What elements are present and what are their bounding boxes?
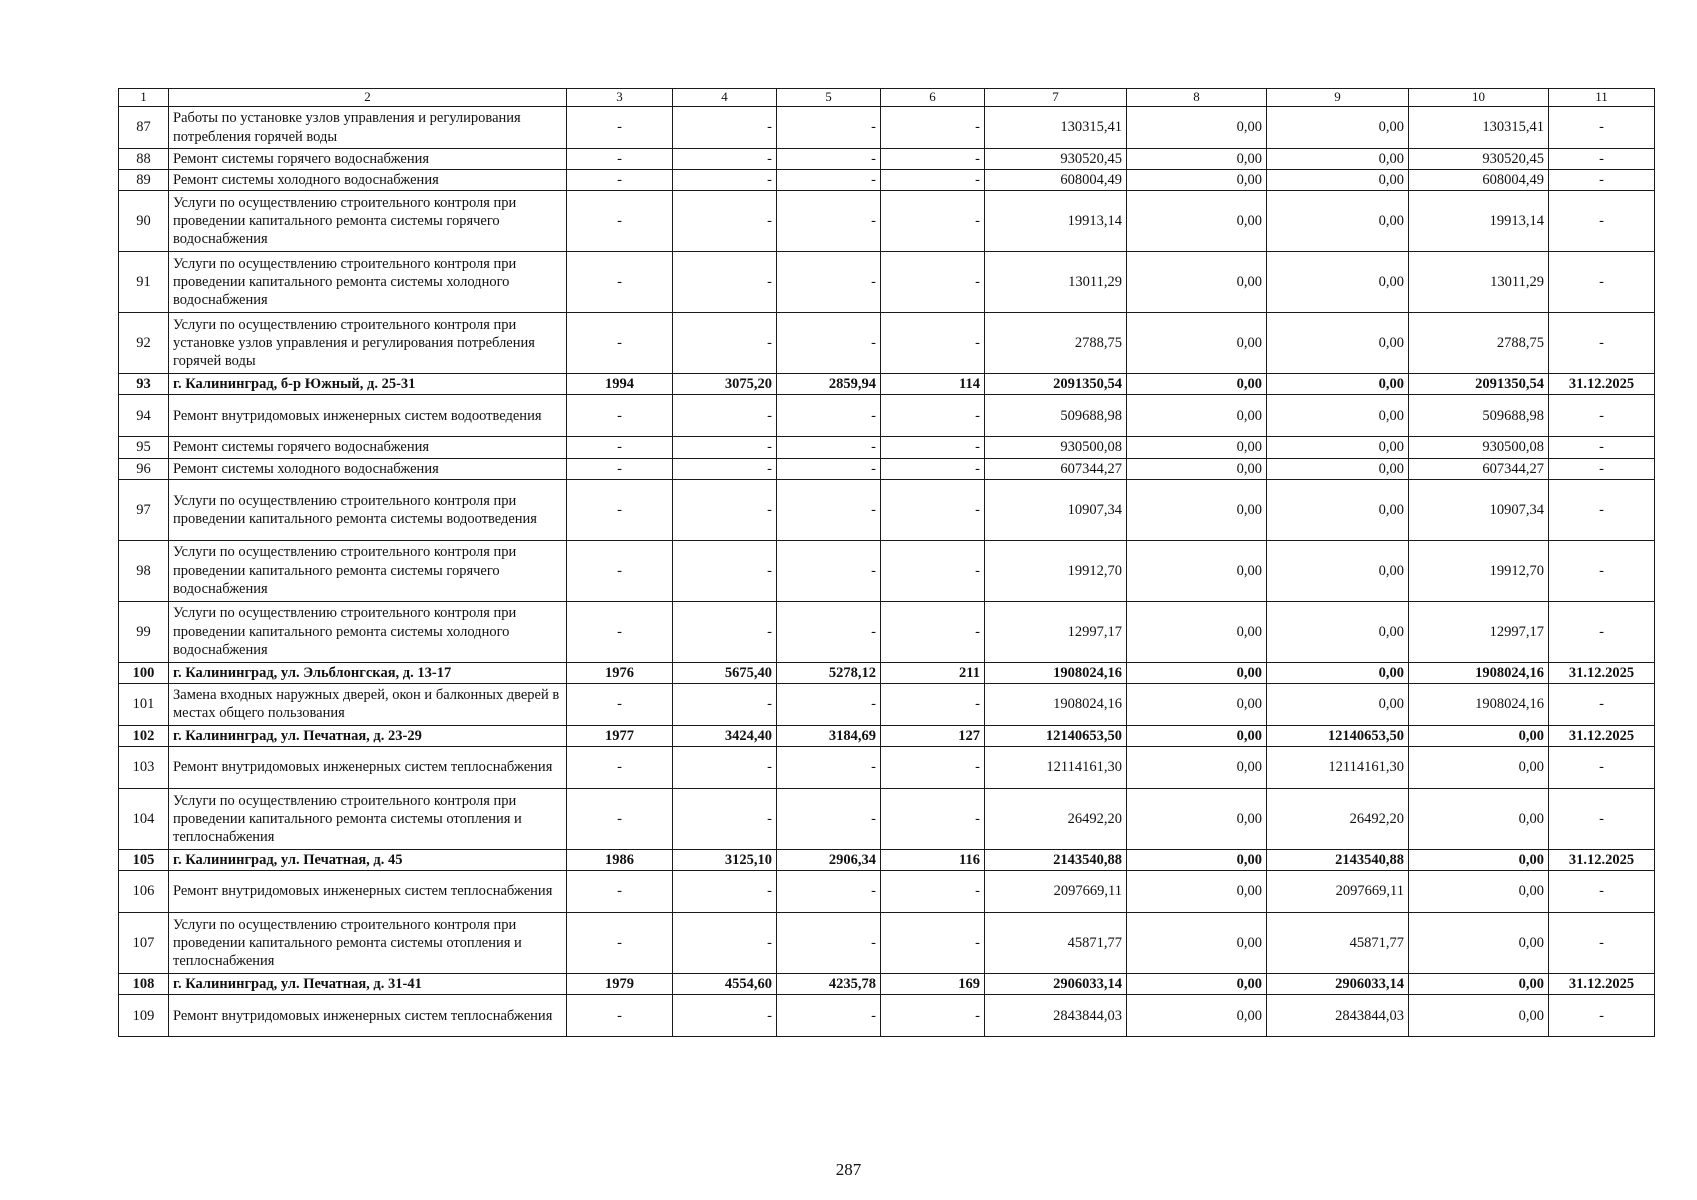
col8-value: 0,00 (1127, 107, 1267, 149)
col10-value: 0,00 (1409, 788, 1549, 849)
col5-value: - (777, 458, 881, 479)
col8-value: 0,00 (1127, 458, 1267, 479)
page-number: 287 (835, 1160, 862, 1179)
col4-value: - (673, 683, 777, 725)
col9-value: 12114161,30 (1267, 746, 1409, 788)
row-number: 103 (119, 746, 169, 788)
table-row (119, 995, 1655, 1037)
col8-value: 0,00 (1127, 746, 1267, 788)
col9-value: 0,00 (1267, 479, 1409, 540)
col9-value: 0,00 (1267, 313, 1409, 374)
col11-value: - (1549, 683, 1655, 725)
col4-value: - (673, 913, 777, 974)
col5-value: - (777, 601, 881, 662)
col8-value: 0,00 (1127, 395, 1267, 437)
col7-value: 12114161,30 (985, 746, 1127, 788)
col7-value: 130315,41 (985, 107, 1127, 149)
col7-value: 2143540,88 (985, 849, 1127, 870)
col4-value: - (673, 601, 777, 662)
col3-value: - (567, 995, 673, 1037)
col10-value: 2788,75 (1409, 313, 1549, 374)
col4-value: 3424,40 (673, 725, 777, 746)
col9-value: 0,00 (1267, 437, 1409, 458)
col5-value: - (777, 913, 881, 974)
header-cell: 11 (1549, 89, 1655, 107)
col9-value: 0,00 (1267, 374, 1409, 395)
col3-value: - (567, 683, 673, 725)
col7-value: 930500,08 (985, 437, 1127, 458)
row-number: 91 (119, 252, 169, 313)
col9-value: 45871,77 (1267, 913, 1409, 974)
col8-value: 0,00 (1127, 149, 1267, 170)
col5-value: - (777, 479, 881, 540)
table-row (119, 746, 1655, 788)
col7-value: 12140653,50 (985, 725, 1127, 746)
col8-value: 0,00 (1127, 479, 1267, 540)
header-cell: 9 (1267, 89, 1409, 107)
header-cell: 10 (1409, 89, 1549, 107)
header-cell: 3 (567, 89, 673, 107)
col5-value: - (777, 149, 881, 170)
col6-value: - (881, 913, 985, 974)
col11-value: 31.12.2025 (1549, 849, 1655, 870)
row-number: 100 (119, 662, 169, 683)
col6-value: - (881, 107, 985, 149)
col7-value: 509688,98 (985, 395, 1127, 437)
row-name: Услуги по осуществлению строительного контроля при проведении капитального ремонта системы холодного водоснабжения (169, 252, 567, 313)
col11-value: - (1549, 746, 1655, 788)
col9-value: 12140653,50 (1267, 725, 1409, 746)
col10-value: 509688,98 (1409, 395, 1549, 437)
col9-value: 0,00 (1267, 540, 1409, 601)
col3-value: 1977 (567, 725, 673, 746)
col9-value: 2097669,11 (1267, 871, 1409, 913)
col9-value: 0,00 (1267, 170, 1409, 191)
col10-value: 608004,49 (1409, 170, 1549, 191)
col5-value: - (777, 107, 881, 149)
row-name: г. Калининград, б-р Южный, д. 25-31 (169, 374, 567, 395)
row-number: 93 (119, 374, 169, 395)
row-number: 104 (119, 788, 169, 849)
col4-value: 3075,20 (673, 374, 777, 395)
col7-value: 930520,45 (985, 149, 1127, 170)
col5-value: - (777, 540, 881, 601)
col8-value: 0,00 (1127, 913, 1267, 974)
col4-value: - (673, 458, 777, 479)
row-name: Ремонт системы горячего водоснабжения (169, 149, 567, 170)
row-number: 105 (119, 849, 169, 870)
col11-value: - (1549, 913, 1655, 974)
col5-value: - (777, 313, 881, 374)
table-row (119, 913, 1655, 974)
col11-value: - (1549, 395, 1655, 437)
table-row (119, 191, 1655, 252)
col7-value: 1908024,16 (985, 683, 1127, 725)
col11-value: - (1549, 788, 1655, 849)
col6-value: 114 (881, 374, 985, 395)
row-number: 101 (119, 683, 169, 725)
row-name: Ремонт системы холодного водоснабжения (169, 458, 567, 479)
row-number: 99 (119, 601, 169, 662)
col10-value: 930500,08 (1409, 437, 1549, 458)
col7-value: 19913,14 (985, 191, 1127, 252)
col7-value: 2788,75 (985, 313, 1127, 374)
row-name: г. Калининград, ул. Печатная, д. 23-29 (169, 725, 567, 746)
col11-value: - (1549, 871, 1655, 913)
col6-value: - (881, 458, 985, 479)
col7-value: 19912,70 (985, 540, 1127, 601)
col7-value: 12997,17 (985, 601, 1127, 662)
col9-value: 26492,20 (1267, 788, 1409, 849)
col7-value: 13011,29 (985, 252, 1127, 313)
col5-value: 2859,94 (777, 374, 881, 395)
table-row (119, 374, 1655, 395)
table-row (119, 788, 1655, 849)
col3-value: - (567, 395, 673, 437)
row-name: г. Калининград, ул. Печатная, д. 45 (169, 849, 567, 870)
row-name: Услуги по осуществлению строительного контроля при проведении капитального ремонта системы горячего водоснабжения (169, 540, 567, 601)
row-name: Ремонт внутридомовых инженерных систем водоотведения (169, 395, 567, 437)
col4-value: - (673, 437, 777, 458)
col5-value: - (777, 395, 881, 437)
col6-value: - (881, 683, 985, 725)
row-number: 92 (119, 313, 169, 374)
row-name: г. Калининград, ул. Эльблонгская, д. 13-17 (169, 662, 567, 683)
col11-value: - (1549, 995, 1655, 1037)
col4-value: - (673, 871, 777, 913)
col8-value: 0,00 (1127, 540, 1267, 601)
table-row (119, 725, 1655, 746)
col3-value: 1979 (567, 974, 673, 995)
col5-value: - (777, 871, 881, 913)
col10-value: 2091350,54 (1409, 374, 1549, 395)
col9-value: 0,00 (1267, 601, 1409, 662)
table-row (119, 683, 1655, 725)
col8-value: 0,00 (1127, 849, 1267, 870)
col8-value: 0,00 (1127, 995, 1267, 1037)
col10-value: 19912,70 (1409, 540, 1549, 601)
col4-value: - (673, 995, 777, 1037)
table-row (119, 871, 1655, 913)
col11-value: - (1549, 149, 1655, 170)
col3-value: - (567, 313, 673, 374)
table-row (119, 313, 1655, 374)
row-name: Замена входных наружных дверей, окон и балконных дверей в местах общего пользования (169, 683, 567, 725)
col11-value: - (1549, 540, 1655, 601)
table-row (119, 107, 1655, 149)
col11-value: 31.12.2025 (1549, 974, 1655, 995)
col8-value: 0,00 (1127, 725, 1267, 746)
row-number: 98 (119, 540, 169, 601)
col10-value: 13011,29 (1409, 252, 1549, 313)
col8-value: 0,00 (1127, 437, 1267, 458)
row-name: Услуги по осуществлению строительного контроля при проведении капитального ремонта системы отопления и теплоснабжения (169, 913, 567, 974)
table-row (119, 458, 1655, 479)
col10-value: 930520,45 (1409, 149, 1549, 170)
header-cell: 4 (673, 89, 777, 107)
row-name: Работы по установке узлов управления и регулирования потребления горячей воды (169, 107, 567, 149)
col10-value: 19913,14 (1409, 191, 1549, 252)
table-row (119, 149, 1655, 170)
col7-value: 1908024,16 (985, 662, 1127, 683)
col8-value: 0,00 (1127, 252, 1267, 313)
header-cell: 7 (985, 89, 1127, 107)
col10-value: 0,00 (1409, 725, 1549, 746)
col7-value: 2906033,14 (985, 974, 1127, 995)
col8-value: 0,00 (1127, 871, 1267, 913)
col3-value: - (567, 601, 673, 662)
col9-value: 0,00 (1267, 458, 1409, 479)
col10-value: 0,00 (1409, 913, 1549, 974)
col3-value: - (567, 437, 673, 458)
table-row (119, 540, 1655, 601)
row-name: Ремонт внутридомовых инженерных систем теплоснабжения (169, 746, 567, 788)
row-name: г. Калининград, ул. Печатная, д. 31-41 (169, 974, 567, 995)
col6-value: - (881, 540, 985, 601)
col10-value: 10907,34 (1409, 479, 1549, 540)
col4-value: - (673, 540, 777, 601)
table-row (119, 437, 1655, 458)
col3-value: - (567, 871, 673, 913)
col6-value: 127 (881, 725, 985, 746)
row-number: 96 (119, 458, 169, 479)
col11-value: - (1549, 601, 1655, 662)
row-number: 88 (119, 149, 169, 170)
table-row (119, 395, 1655, 437)
col6-value: - (881, 601, 985, 662)
col4-value: 5675,40 (673, 662, 777, 683)
col6-value: - (881, 313, 985, 374)
col10-value: 130315,41 (1409, 107, 1549, 149)
table-row (119, 601, 1655, 662)
col7-value: 45871,77 (985, 913, 1127, 974)
col10-value: 0,00 (1409, 746, 1549, 788)
header-cell: 8 (1127, 89, 1267, 107)
col4-value: - (673, 395, 777, 437)
col6-value: - (881, 170, 985, 191)
col5-value: - (777, 995, 881, 1037)
row-number: 94 (119, 395, 169, 437)
col10-value: 0,00 (1409, 995, 1549, 1037)
row-number: 97 (119, 479, 169, 540)
col3-value: - (567, 170, 673, 191)
row-number: 89 (119, 170, 169, 191)
col6-value: - (881, 437, 985, 458)
col3-value: - (567, 913, 673, 974)
table-row (119, 662, 1655, 683)
col6-value: 169 (881, 974, 985, 995)
col4-value: - (673, 788, 777, 849)
row-number: 109 (119, 995, 169, 1037)
col7-value: 2091350,54 (985, 374, 1127, 395)
row-number: 107 (119, 913, 169, 974)
col11-value: - (1549, 313, 1655, 374)
col6-value: 116 (881, 849, 985, 870)
col5-value: - (777, 437, 881, 458)
col5-value: - (777, 252, 881, 313)
col7-value: 2843844,03 (985, 995, 1127, 1037)
col10-value: 0,00 (1409, 974, 1549, 995)
col6-value: - (881, 788, 985, 849)
col9-value: 0,00 (1267, 395, 1409, 437)
table-row (119, 252, 1655, 313)
header-row (119, 89, 1655, 107)
col8-value: 0,00 (1127, 191, 1267, 252)
col6-value: - (881, 871, 985, 913)
row-number: 102 (119, 725, 169, 746)
table-row (119, 479, 1655, 540)
col6-value: - (881, 395, 985, 437)
col8-value: 0,00 (1127, 683, 1267, 725)
col11-value: - (1549, 437, 1655, 458)
col5-value: - (777, 170, 881, 191)
col11-value: 31.12.2025 (1549, 725, 1655, 746)
col5-value: 5278,12 (777, 662, 881, 683)
col7-value: 608004,49 (985, 170, 1127, 191)
row-number: 95 (119, 437, 169, 458)
col4-value: - (673, 313, 777, 374)
col6-value: - (881, 995, 985, 1037)
col6-value: - (881, 149, 985, 170)
col3-value: - (567, 149, 673, 170)
header-cell: 1 (119, 89, 169, 107)
col9-value: 0,00 (1267, 107, 1409, 149)
col10-value: 12997,17 (1409, 601, 1549, 662)
col9-value: 2906033,14 (1267, 974, 1409, 995)
col3-value: - (567, 191, 673, 252)
col9-value: 0,00 (1267, 191, 1409, 252)
col7-value: 2097669,11 (985, 871, 1127, 913)
row-number: 108 (119, 974, 169, 995)
col3-value: 1994 (567, 374, 673, 395)
col10-value: 1908024,16 (1409, 662, 1549, 683)
col4-value: - (673, 107, 777, 149)
header-cell: 6 (881, 89, 985, 107)
col6-value: - (881, 252, 985, 313)
col3-value: 1976 (567, 662, 673, 683)
col5-value: 3184,69 (777, 725, 881, 746)
table-row (119, 974, 1655, 995)
row-number: 87 (119, 107, 169, 149)
col3-value: - (567, 540, 673, 601)
col10-value: 607344,27 (1409, 458, 1549, 479)
col4-value: - (673, 149, 777, 170)
row-name: Ремонт внутридомовых инженерных систем теплоснабжения (169, 995, 567, 1037)
col4-value: - (673, 252, 777, 313)
col3-value: - (567, 458, 673, 479)
col11-value: 31.12.2025 (1549, 374, 1655, 395)
data-table (118, 88, 1655, 1037)
col6-value: - (881, 746, 985, 788)
col3-value: - (567, 252, 673, 313)
col9-value: 2843844,03 (1267, 995, 1409, 1037)
col4-value: - (673, 746, 777, 788)
col8-value: 0,00 (1127, 601, 1267, 662)
row-name: Услуги по осуществлению строительного контроля при проведении капитального ремонта системы отопления и теплоснабжения (169, 788, 567, 849)
col5-value: 4235,78 (777, 974, 881, 995)
col10-value: 0,00 (1409, 871, 1549, 913)
row-name: Ремонт системы холодного водоснабжения (169, 170, 567, 191)
col8-value: 0,00 (1127, 170, 1267, 191)
col9-value: 0,00 (1267, 662, 1409, 683)
col11-value: - (1549, 458, 1655, 479)
col7-value: 26492,20 (985, 788, 1127, 849)
row-name: Услуги по осуществлению строительного контроля при проведении капитального ремонта системы горячего водоснабжения (169, 191, 567, 252)
col4-value: - (673, 479, 777, 540)
col4-value: - (673, 170, 777, 191)
row-name: Ремонт внутридомовых инженерных систем теплоснабжения (169, 871, 567, 913)
col4-value: 4554,60 (673, 974, 777, 995)
col11-value: - (1549, 170, 1655, 191)
col8-value: 0,00 (1127, 313, 1267, 374)
col6-value: - (881, 479, 985, 540)
col3-value: - (567, 746, 673, 788)
row-number: 90 (119, 191, 169, 252)
col6-value: 211 (881, 662, 985, 683)
col8-value: 0,00 (1127, 974, 1267, 995)
table-row (119, 849, 1655, 870)
col11-value: - (1549, 479, 1655, 540)
col10-value: 0,00 (1409, 849, 1549, 870)
col9-value: 0,00 (1267, 252, 1409, 313)
col8-value: 0,00 (1127, 374, 1267, 395)
col9-value: 0,00 (1267, 683, 1409, 725)
col7-value: 607344,27 (985, 458, 1127, 479)
row-name: Услуги по осуществлению строительного контроля при проведении капитального ремонта системы водоотведения (169, 479, 567, 540)
col3-value: - (567, 479, 673, 540)
row-number: 106 (119, 871, 169, 913)
col5-value: - (777, 788, 881, 849)
row-name: Ремонт системы горячего водоснабжения (169, 437, 567, 458)
col9-value: 0,00 (1267, 149, 1409, 170)
col5-value: - (777, 683, 881, 725)
col3-value: 1986 (567, 849, 673, 870)
col4-value: - (673, 191, 777, 252)
col5-value: - (777, 191, 881, 252)
col4-value: 3125,10 (673, 849, 777, 870)
col11-value: - (1549, 107, 1655, 149)
col8-value: 0,00 (1127, 788, 1267, 849)
col6-value: - (881, 191, 985, 252)
col11-value: 31.12.2025 (1549, 662, 1655, 683)
col9-value: 2143540,88 (1267, 849, 1409, 870)
header-cell: 2 (169, 89, 567, 107)
col5-value: 2906,34 (777, 849, 881, 870)
row-name: Услуги по осуществлению строительного контроля при проведении капитального ремонта системы холодного водоснабжения (169, 601, 567, 662)
table-row (119, 170, 1655, 191)
col10-value: 1908024,16 (1409, 683, 1549, 725)
col3-value: - (567, 107, 673, 149)
col8-value: 0,00 (1127, 662, 1267, 683)
header-cell: 5 (777, 89, 881, 107)
row-name: Услуги по осуществлению строительного контроля при установке узлов управления и регулирования потребления горячей воды (169, 313, 567, 374)
col3-value: - (567, 788, 673, 849)
col11-value: - (1549, 252, 1655, 313)
col5-value: - (777, 746, 881, 788)
col7-value: 10907,34 (985, 479, 1127, 540)
col11-value: - (1549, 191, 1655, 252)
